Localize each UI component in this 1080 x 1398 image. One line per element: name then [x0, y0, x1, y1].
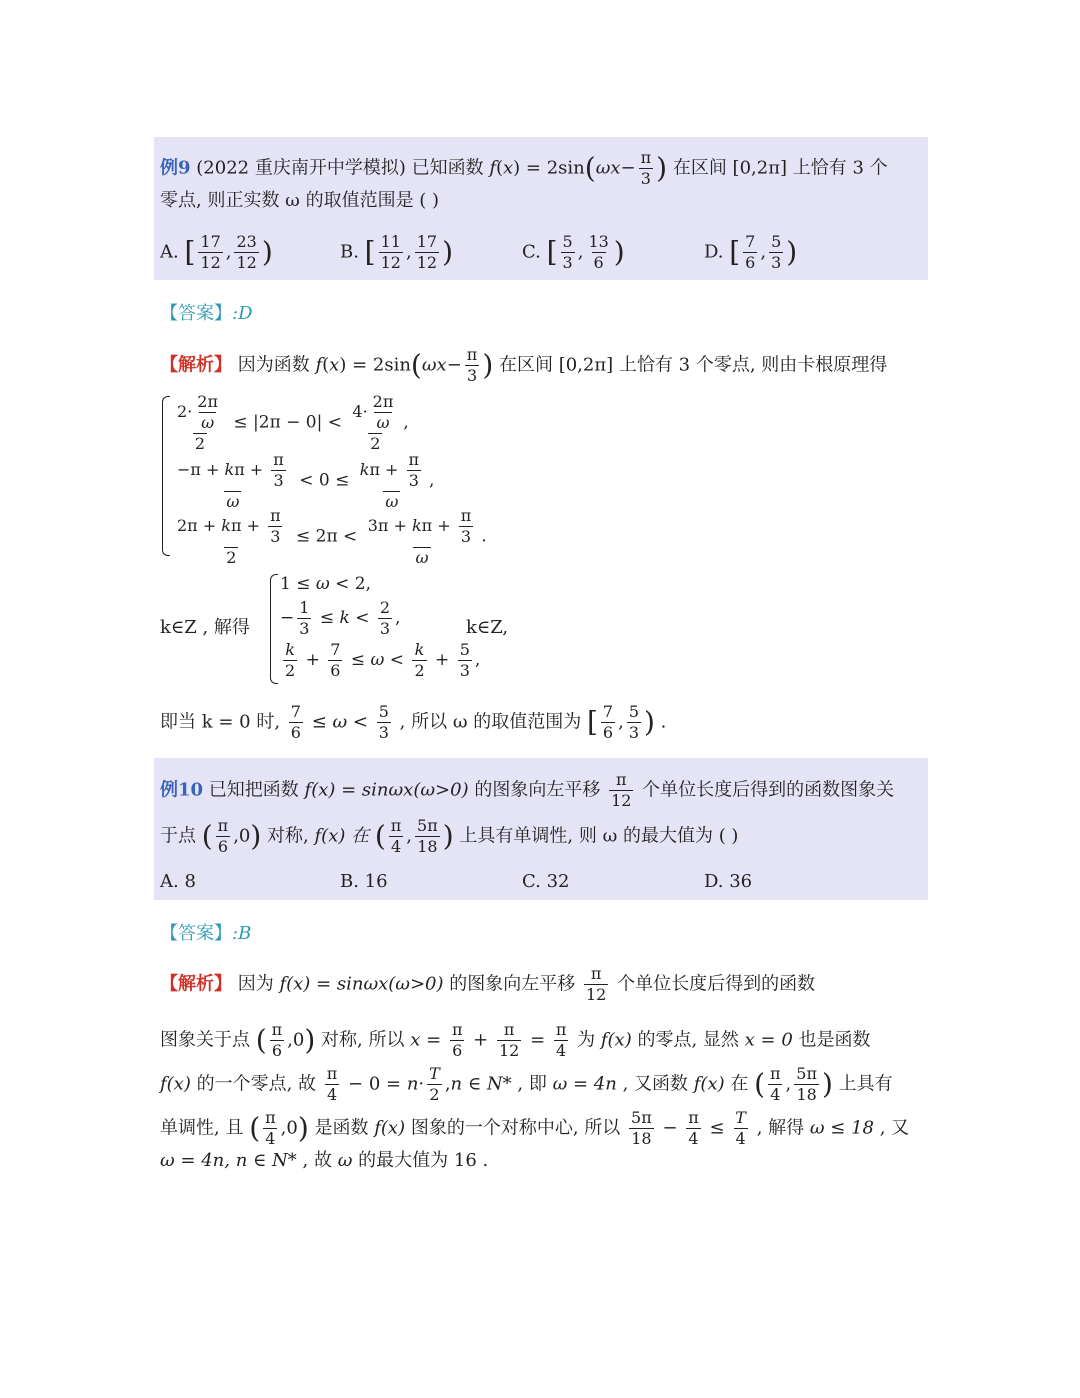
solution-10-line-4: 单调性, 且 ( $\frac{\pi}{4}$ ,0) 是函数 f(x) 图象的一个对称中心, 所以 $\frac{5\pi}{18}$ − $\frac{\pi}{4}$ ≤ $\frac{T}{4}$ , 解得 ω ≤ 18 , 又	[160, 1108, 910, 1148]
answer-10-label: 【答案】	[160, 923, 232, 944]
answer-9-value: :D	[232, 303, 253, 324]
solution-9-intro-a: 因为函数	[237, 354, 310, 376]
example-9-source: (2022 重庆南开中学模拟)	[196, 157, 406, 179]
answer-10	[160, 923, 251, 945]
solution-10-line-5: ω = 4n, n ∈ N* , 故 ω 的最大值为 16 .	[160, 1150, 489, 1171]
solution-10-line-1: 【解析】 因为 f(x) = sinωx(ω>0) 的图象向左平移 $\frac{\pi}{12}$ 个单位长度后得到的函数	[160, 964, 816, 1004]
solution-10-line-2: 图象关于点 ( $\frac{\pi}{6}$ ,0) 对称, 所以 x = $\frac{\pi}{6}$ + $\frac{\pi}{12}$ = $\frac{\pi}{4}$ 为 f(x) 的零点, 显然 x = 0 也是函数	[160, 1020, 871, 1060]
system-2	[280, 574, 481, 684]
example-10-option-d: D. 36	[704, 871, 753, 892]
example-10-line-2: 于点 ( $\frac{\pi}{6}$ ,0) 对称, f(x) 在 ( $\frac{\pi}{4}$ , $\frac{5\pi}{18}$ ) 上具有单调性, 则 ω 的最大值为 ( )	[160, 816, 739, 856]
solution-10-label: 【解析】	[160, 973, 232, 995]
example-9-line-1: 例9 (2022 重庆南开中学模拟) 已知函数 f(x) = 2sin(ωx− $\frac{\pi}{3}$ ) 在区间 [0,2π] 上恰有 3 个	[160, 148, 888, 188]
example-9-stem-a: 已知函数	[411, 157, 484, 179]
system-2-row-1: 1 ≤ ω < 2,	[280, 574, 372, 594]
solution-9-intro-b: 在区间 [0,2π] 上恰有 3 个零点, 则由卡根原理得	[498, 354, 888, 376]
kz2: k∈Z,	[466, 617, 509, 638]
answer-9	[160, 303, 253, 325]
example-10-option-b: B. 16	[340, 871, 388, 892]
solution-9-label: 【解析】	[160, 354, 232, 376]
system-2-row-3: $\frac{k}{2}$ + $\frac{7}{6}$ ≤ ω < $\frac{k}{2}$ + $\frac{5}{3}$ ,	[285, 640, 481, 680]
example-10-option-a: A. 8	[160, 871, 196, 892]
solution-9-intro: 【解析】 因为函数 f(x) = 2sin(ωx− $\frac{\pi}{3}$ ) 在区间 [0,2π] 上恰有 3 个零点, 则由卡根原理得	[160, 345, 888, 385]
answer-9-label: 【答案】	[160, 303, 232, 324]
example-9-stem-c: 零点, 则正实数 ω 的取值范围是 ( )	[160, 190, 440, 211]
system-2-brace	[270, 574, 278, 684]
answer-10-value: :B	[232, 923, 252, 944]
solution-10-line-3: f(x) 的一个零点, 故 $\frac{\pi}{4}$ − 0 = n· $\frac{T}{2}$ ,n ∈ N* , 即 ω = 4n , 又函数 f(x) 在 ( $\frac{\pi}{4}$ , $\frac{5\pi}{18}$ ) 上具有	[160, 1064, 893, 1104]
example-9-line-2	[160, 190, 439, 212]
example-10-option-c: C. 32	[522, 871, 570, 892]
example-9-option-c: C. [ $\frac{5}{3}$ , $\frac{13}{6}$ )	[522, 232, 625, 272]
example-9-label: 例9	[160, 157, 191, 179]
example-9-stem-b: 在区间 [0,2π] 上恰有 3 个	[672, 157, 888, 179]
solution-9-conclusion: 即当 k = 0 时, $\frac{7}{6}$ ≤ ω < $\frac{5}{3}$ , 所以 ω 的取值范围为 [ $\frac{7}{6}$ , $\frac{5}{3}$ ) .	[160, 702, 667, 742]
example-9-option-d: D. [ $\frac{7}{6}$ , $\frac{5}{3}$ )	[704, 232, 798, 272]
system-2-row-2: − $\frac{1}{3}$ ≤ k < $\frac{2}{3}$ ,	[280, 598, 401, 638]
example-9-option-b: B. [ $\frac{11}{12}$ , $\frac{17}{12}$ )	[340, 232, 453, 272]
system-1-row-1: 2· $\frac{2\pi}{\omega}$ 2 ≤ |2π − 0| < 4· $\frac{2\pi}{\omega}$ 2 ,	[177, 392, 409, 453]
example-9-option-a: A. [ $\frac{17}{12}$ , $\frac{23}{12}$ )	[160, 232, 273, 272]
system-1	[172, 392, 492, 567]
system-1-row-2: −π + kπ + $\frac{\pi}{3}$ ω < 0 ≤ kπ + $\frac{\pi}{3}$ ω ,	[177, 450, 435, 511]
system-1-brace	[162, 396, 170, 556]
example-10-line-1: 例10 已知把函数 f(x) = sinωx(ω>0) 的图象向左平移 $\frac{\pi}{12}$ 个单位长度后得到的函数图象关	[160, 770, 895, 810]
system-1-row-3: 2π + kπ + $\frac{\pi}{3}$ 2 ≤ 2π < 3π + kπ + $\frac{\pi}{3}$ ω .	[177, 506, 487, 567]
kz-label: k∈Z , 解得	[160, 617, 250, 638]
example-10-label: 例10	[160, 779, 204, 801]
